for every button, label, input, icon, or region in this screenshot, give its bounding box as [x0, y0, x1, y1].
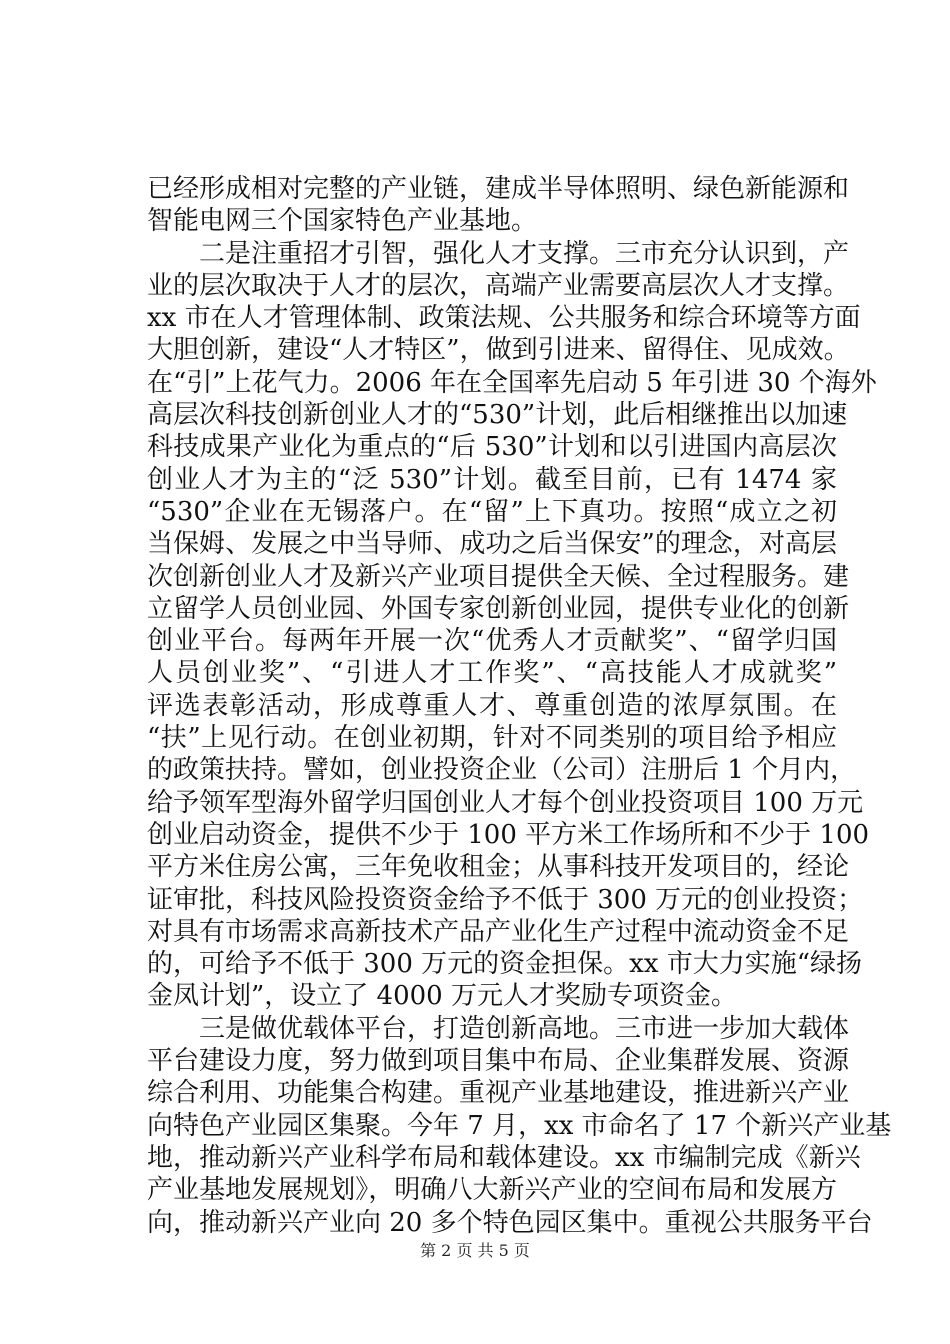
text-line: xx 市在人才管理体制、政策法规、公共服务和综合环境等方面	[147, 303, 861, 334]
text-line: 创业平台。每两年开展一次“优秀人才贡献奖”、“留学归国	[147, 626, 837, 657]
text-line: 评选表彰活动，形成尊重人才、尊重创造的浓厚氛围。在	[147, 690, 837, 721]
text-line: 创业人才为主的“泛 530”计划。截至目前，已有 1474 家	[147, 464, 837, 495]
text-line: 已经形成相对完整的产业链，建成半导体照明、绿色新能源和	[147, 174, 850, 204]
text-line: 立留学人员创业园、外国专家创新创业园，提供专业化的创新	[147, 593, 850, 624]
text-line: 产业基地发展规划》，明确八大新兴产业的空间布局和发展方	[147, 1175, 837, 1206]
text-line: 科技成果产业化为重点的“后 530”计划和以引进国内高层次	[147, 432, 837, 463]
text-line: 地，推动新兴产业科学布局和载体建设。xx 市编制完成《新兴	[147, 1142, 861, 1173]
text-line: 高层次科技创新创业人才的“530”计划，此后相继推出以加速	[147, 400, 848, 431]
text-line: 创业启动资金，提供不少于 100 平方米工作场所和不少于 100	[147, 819, 870, 850]
text-line: 二是注重招才引智，强化人才支撑。三市充分认识到，产	[147, 238, 850, 269]
text-line: 给予领军型海外留学归国创业人才每个创业投资项目 100 万元	[147, 787, 864, 818]
text-line: 当保姆、发展之中当导师、成功之后当保安”的理念，对高层	[147, 529, 837, 560]
text-line: 证审批，科技风险投资资金给予不低于 300 万元的创业投资；	[147, 884, 864, 915]
document-body	[147, 173, 892, 1239]
text-line: 平台建设力度，努力做到项目集中布局、企业集群发展、资源	[147, 1046, 850, 1077]
text-line: 在“引”上花气力。2006 年在全国率先启动 5 年引进 30 个海外	[147, 367, 877, 398]
page-number-footer: 第 2 页 共 5 页	[420, 1241, 530, 1260]
text-line: 三是做优载体平台，打造创新高地。三市进一步加大载体	[147, 1013, 850, 1044]
text-line: 平方米住房公寓，三年免收租金；从事科技开发项目的，经论	[147, 852, 850, 883]
text-line: “530”企业在无锡落户。在“留”上下真功。按照“成立之初	[147, 496, 837, 527]
text-line: 大胆创新，建设“人才特区”，做到引进来、留得住、见成效。	[147, 335, 850, 366]
text-line: 智能电网三个国家特色产业基地。	[147, 206, 538, 237]
text-line: 业的层次取决于人才的层次，高端产业需要高层次人才支撑。	[147, 270, 850, 301]
text-line: 的政策扶持。譬如，创业投资企业（公司）注册后 1 个月内，	[147, 755, 857, 786]
text-line: 的，可给予不低于 300 万元的资金担保。xx 市大力实施“绿扬	[147, 949, 863, 980]
text-line: 次创新创业人才及新兴产业项目提供全天候、全过程服务。建	[147, 561, 850, 592]
text-line: 综合利用、功能集合构建。重视产业基地建设，推进新兴产业	[147, 1078, 850, 1109]
text-line: “扶”上见行动。在创业初期，针对不同类别的项目给予相应	[147, 723, 837, 754]
text-line: 对具有市场需求高新技术产品产业化生产过程中流动资金不足	[147, 916, 850, 947]
text-line: 人员创业奖”、“引进人才工作奖”、“高技能人才成就奖”	[147, 658, 837, 689]
text-line: 向特色产业园区集聚。今年 7 月，xx 市命名了 17 个新兴产业基	[147, 1110, 892, 1141]
text-line: 向，推动新兴产业向 20 多个特色园区集中。重视公共服务平台	[147, 1207, 873, 1238]
text-line: 金凤计划”，设立了 4000 万元人才奖励专项资金。	[147, 981, 737, 1012]
